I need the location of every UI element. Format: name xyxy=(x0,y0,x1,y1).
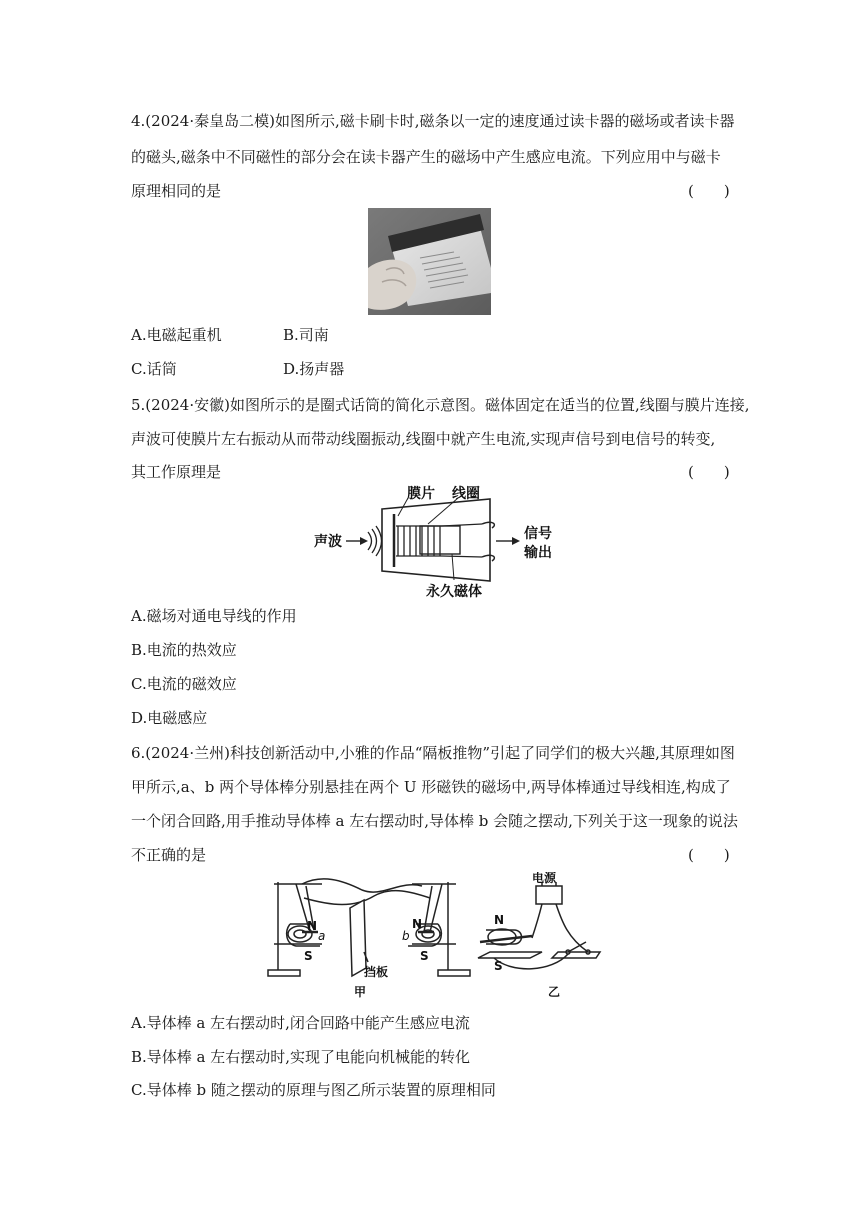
q5-stem-line1: 5.(2024·安徽)如图所示的是圈式话筒的简化示意图。磁体固定在适当的位置,线圈与膜片连接, xyxy=(131,396,750,414)
label-rod-b: b xyxy=(402,929,410,943)
label-sound-wave: 声波 xyxy=(314,534,342,550)
q5-option-d[interactable]: D.电磁感应 xyxy=(131,709,208,727)
label-figure-jia: 甲 xyxy=(354,985,367,999)
q5-option-c[interactable]: C.电流的磁效应 xyxy=(131,675,237,693)
label-n-left: N xyxy=(307,919,318,933)
q6-stem-line3: 一个闭合回路,用手推动导体棒 a 左右摆动时,导体棒 b 会随之摆动,下列关于这一现象的说法 xyxy=(131,812,738,830)
q4-option-c[interactable]: C.话筒 xyxy=(131,360,177,378)
label-signal: 信号 xyxy=(524,526,552,542)
q5-option-a[interactable]: A.磁场对通电导线的作用 xyxy=(131,607,297,625)
q6-option-c[interactable]: C.导体棒 b 随之摆动的原理与图乙所示装置的原理相同 xyxy=(131,1081,496,1099)
q4-stem-line3: 原理相同的是 xyxy=(131,182,222,200)
q4-option-b[interactable]: B.司南 xyxy=(283,326,329,344)
label-permanent-magnet: 永久磁体 xyxy=(426,584,482,600)
label-output: 输出 xyxy=(524,545,552,561)
q5-answer-paren: ( ) xyxy=(688,463,730,481)
q4-option-d[interactable]: D.扬声器 xyxy=(283,360,345,378)
label-s-left: S xyxy=(304,949,313,963)
q6-stem-line1: 6.(2024·兰州)科技创新活动中,小雅的作品“隔板推物”引起了同学们的极大兴趣,其原理如图 xyxy=(131,744,735,762)
q5-stem-line3: 其工作原理是 xyxy=(131,463,222,481)
q6-stem-line2: 甲所示,a、b 两个导体棒分别悬挂在两个 U 形磁铁的磁场中,两导体棒通过导线相连,构成了 xyxy=(131,778,731,796)
q6-stem-line4: 不正确的是 xyxy=(131,846,207,864)
q6-answer-paren: ( ) xyxy=(688,846,730,864)
q6-option-b[interactable]: B.导体棒 a 左右摆动时,实现了电能向机械能的转化 xyxy=(131,1048,471,1066)
label-n-yi: N xyxy=(494,913,505,927)
label-n-right: N xyxy=(412,917,423,931)
label-coil: 线圈 xyxy=(452,486,480,502)
q4-stem-line2: 的磁头,磁条中不同磁性的部分会在读卡器产生的磁场中产生感应电流。下列应用中与磁卡 xyxy=(131,148,721,166)
q4-stem-line1: 4.(2024·秦皇岛二模)如图所示,磁卡刷卡时,磁条以一定的速度通过读卡器的磁场或者读卡器 xyxy=(131,112,735,130)
q5-option-b[interactable]: B.电流的热效应 xyxy=(131,641,237,659)
q5-stem-line2: 声波可使膜片左右振动从而带动线圈振动,线圈中就产生电流,实现声信号到电信号的转变, xyxy=(131,430,716,448)
magnetic-card-photo xyxy=(368,208,491,315)
q6-option-a[interactable]: A.导体棒 a 左右摆动时,闭合回路中能产生感应电流 xyxy=(131,1014,470,1032)
coil-microphone-diagram xyxy=(312,484,562,604)
label-power-supply: 电源 xyxy=(532,872,557,885)
q4-answer-paren: ( ) xyxy=(688,182,730,200)
label-figure-yi: 乙 xyxy=(548,985,561,999)
q4-option-a[interactable]: A.电磁起重机 xyxy=(131,326,222,344)
label-board: 挡板 xyxy=(364,965,389,979)
label-s-right: S xyxy=(420,949,429,963)
label-s-yi: S xyxy=(494,959,503,973)
label-rod-a: a xyxy=(318,929,326,943)
label-membrane: 膜片 xyxy=(407,486,435,502)
conductor-rods-diagram xyxy=(262,872,602,1002)
